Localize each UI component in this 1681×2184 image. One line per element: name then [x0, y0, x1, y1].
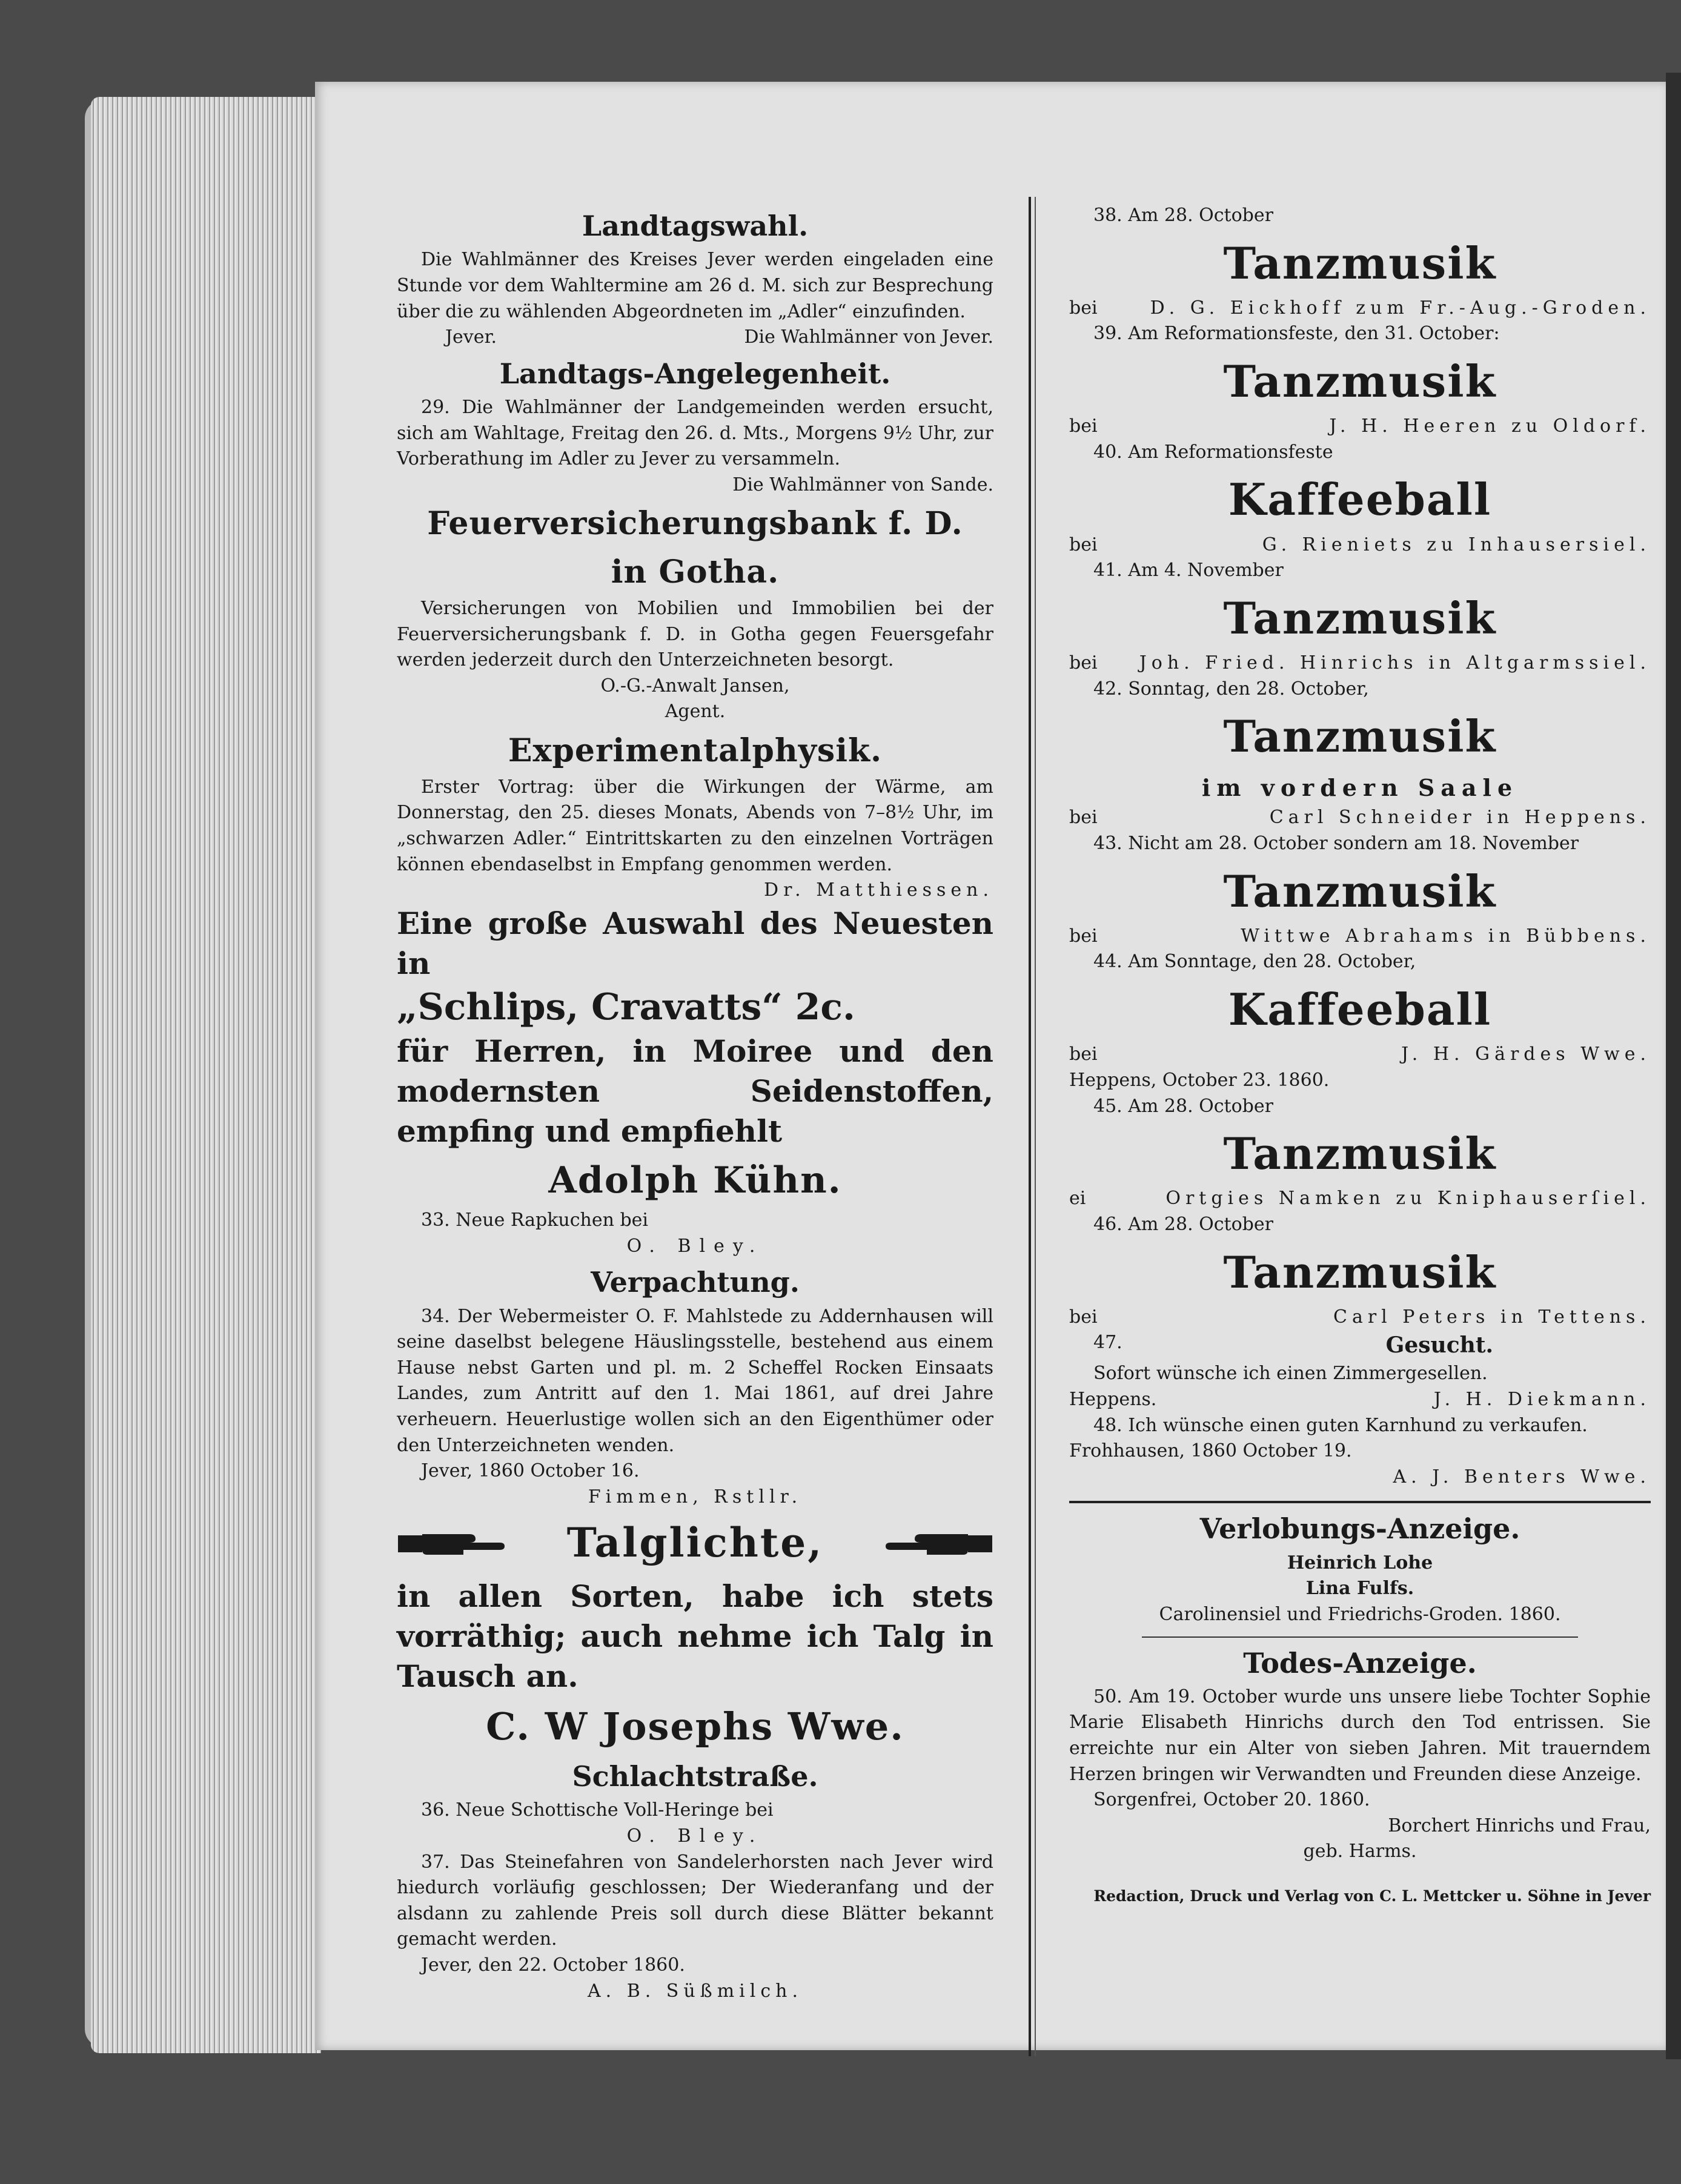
- dance-ad: [1069, 558, 1651, 676]
- physik-body: Erster Vortrag: über die Wirkungen der Wärme, am Donnerstag, den 25. dieses Monats, Abends von 7–8½ Uhr, im „schwarzen Adler.“ Eintrittskarten zu den einzelnen Vorträgen können ebendaselbst in Empfang genommen werden.: [397, 776, 993, 875]
- dance-ad-host: Joh. Fried. Hinrichs in Altgarmssiel.: [1139, 652, 1651, 674]
- angelegenheit-title: Landtags-Angelegenheit.: [499, 357, 891, 390]
- verlobung-name-2: Lina Fulfs.: [1305, 1578, 1414, 1600]
- dance-ad-intro: 42. Sonntag, den 28. October,: [1093, 678, 1369, 700]
- verlobung-title: Verlobungs-Anzeige.: [1199, 1512, 1520, 1546]
- angelegenheit-signature: Die Wahlmänner von Sande.: [732, 474, 993, 495]
- verlobung-name-1: Heinrich Lohe: [1287, 1552, 1433, 1573]
- dance-ad: [1069, 677, 1651, 831]
- column-divider: [1029, 197, 1031, 2056]
- right-column: [1069, 203, 1651, 1907]
- rapkuchen-signature: O. Bley.: [626, 1235, 764, 1257]
- pointing-hand-left-icon: [884, 1527, 993, 1560]
- dance-ad: [1069, 1212, 1651, 1330]
- dance-ad-bei: bei: [1069, 1044, 1098, 1065]
- dance-ad-host: G. Rieniets zu Inhausersiel.: [1262, 534, 1651, 555]
- dance-ad-host: D. G. Eickhoff zum Fr.-Aug.-Groden.: [1150, 297, 1651, 319]
- dance-ad-host-row: [1069, 296, 1651, 322]
- dance-ad-title: Tanzmusik: [1223, 1128, 1497, 1180]
- dance-ad-intro: 38. Am 28. October: [1093, 205, 1273, 226]
- dance-ad-title: Tanzmusik: [1223, 237, 1497, 289]
- dance-ad-bei: bei: [1069, 297, 1098, 319]
- column-divider-thin: [1035, 197, 1036, 2056]
- gesucht-signature: J. H. Diekmann.: [1433, 1389, 1651, 1411]
- heringe-signature: O. Bley.: [626, 1825, 764, 1847]
- schlips-name: Adolph Kühn.: [548, 1159, 842, 1202]
- dance-ad-intro: 41. Am 4. November: [1093, 560, 1284, 581]
- dance-ad-bei: bei: [1069, 1306, 1098, 1328]
- physik-title: Experimentalphysik.: [508, 732, 883, 769]
- dance-ad-host-row: [1069, 805, 1651, 831]
- gesucht-number: 47.: [1093, 1332, 1122, 1354]
- dance-ad: [1069, 203, 1651, 321]
- dance-ad-subtitle: im vordern Saale: [1201, 773, 1519, 801]
- landtagswahl-footer: [397, 325, 993, 351]
- dance-ad-host: Carl Schneider in Heppens.: [1269, 807, 1651, 829]
- verpachtung-body: 34. Der Webermeister O. F. Mahlstede zu Addernhausen will seine daselbst belegene Häuslingsstelle, bestehend aus einem Hause nebst Garten und pl. m. 2 Scheffel Rocken Einsaats Landes, zum Antritt auf den 1. Mai 1861, auf drei Jahre verheuern. Heuerlustige wollen sich an den Eigenthümer oder den Unterzeichneten wenden.: [397, 1305, 993, 1456]
- feuer-body: Versicherungen von Mobilien und Immobilien bei der Feuerversicherungsbank f. D. in Gotha gegen Feuersgefahr werden jederzeit durch den Unterzeichneten besorgt.: [397, 598, 993, 671]
- dance-ad: [1069, 440, 1651, 558]
- talglichte-heading: [397, 1515, 993, 1572]
- todes-title: Todes-Anzeige.: [1243, 1646, 1477, 1679]
- talglichte-body: in allen Sorten, habe ich stets vorräthig; auch nehme ich Talg in Tausch an.: [397, 1578, 993, 1695]
- dance-ad-host: J. H. Heeren zu Oldorf.: [1329, 415, 1651, 437]
- dance-ad-host: Wittwe Abrahams in Bübbens.: [1241, 925, 1651, 947]
- dance-ad-host-row: [1069, 1186, 1651, 1212]
- steinefahren-date: Jever, den 22. October 1860.: [421, 1954, 685, 1976]
- karnhund-body: 48. Ich wünsche einen guten Karnhund zu verkaufen.: [1093, 1414, 1588, 1436]
- karnhund-signature: A. J. Benters Wwe.: [1393, 1466, 1651, 1487]
- karnhund-date: Frohhausen, 1860 October 19.: [1069, 1440, 1352, 1462]
- todes-text: Am 19. October wurde uns unsere liebe Tochter Sophie Marie Elisabeth Hinrichs durch den Tod entrissen. Sie erreichte nur ein Alter von sieben Jahren. Mit trauerndem Herzen bringen wir Verwandten und Freunden diese Anzeige.: [1069, 1686, 1651, 1785]
- dance-ad: [1069, 1094, 1651, 1212]
- schlips-line-1: Eine große Auswahl des Neuesten in: [397, 905, 993, 981]
- dance-ad-host-row: [1069, 414, 1651, 440]
- feuer-title-2: in Gotha.: [611, 554, 780, 591]
- feuer-title-1: Feuerversicherungsbank f. D.: [427, 505, 963, 543]
- steinefahren-body: 37. Das Steinefahren von Sandelerhorsten nach Jever wird hiedurch vorläufig geschlossen; Der Wiederanfang und der alsdann zu zahlende Preis soll durch diese Blätter bekannt gemacht werden.: [397, 1851, 993, 1950]
- todes-number: 50.: [1093, 1686, 1122, 1707]
- dance-ad-intro: 43. Nicht am 28. October sondern am 18. November: [1093, 833, 1579, 855]
- feuer-signature-2: Agent.: [665, 701, 726, 723]
- dance-ad-title: Tanzmusik: [1223, 865, 1497, 917]
- dance-ad-intro: 39. Am Reformationsfeste, den 31. October:: [1093, 323, 1500, 345]
- dance-ad-title: Kaffeeball: [1228, 474, 1492, 526]
- dance-ad-bei: bei: [1069, 807, 1098, 829]
- dance-ad-intro: 46. Am 28. October: [1093, 1213, 1273, 1235]
- newspaper-page: [315, 82, 1666, 2050]
- dance-ad-intro: 44. Am Sonntage, den 28. October,: [1093, 951, 1416, 973]
- imprint: Redaction, Druck und Verlag von C. L. Mettcker u. Söhne in Jever: [1093, 1887, 1651, 1905]
- landtagswahl-signature: Die Wahlmänner von Jever.: [744, 326, 993, 348]
- dance-ad: [1069, 949, 1651, 1093]
- dance-ad-host-row: [1069, 924, 1651, 950]
- dance-ad-intro: 40. Am Reformationsfeste: [1093, 441, 1333, 463]
- todes-signature-2: geb. Harms.: [1303, 1841, 1417, 1862]
- gesucht-body: Sofort wünsche ich einen Zimmergesellen.: [1093, 1363, 1488, 1385]
- physik-signature: Dr. Matthiessen.: [764, 879, 993, 901]
- gesucht-heading: [1069, 1330, 1651, 1361]
- talglichte-street: Schlachtstraße.: [572, 1760, 818, 1793]
- dance-ad-host: J. H. Gärdes Wwe.: [1401, 1044, 1651, 1065]
- dance-ad-title: Tanzmusik: [1223, 1246, 1497, 1298]
- dance-ad-host-row: [1069, 1042, 1651, 1068]
- talglichte-name: C. W Josephs Wwe.: [486, 1704, 904, 1749]
- dance-ad-dateline: Heppens, October 23. 1860.: [1069, 1069, 1330, 1091]
- section-rule: [1069, 1501, 1651, 1503]
- dance-ad-host: Carl Peters in Tettens.: [1333, 1306, 1651, 1328]
- rapkuchen-body: 33. Neue Rapkuchen bei: [421, 1209, 649, 1231]
- dance-ad-bei: ei: [1069, 1188, 1086, 1209]
- pointing-hand-right-icon: [397, 1527, 506, 1560]
- angelegenheit-body: 29. Die Wahlmänner der Landgemeinden werden ersucht, sich am Wahltage, Freitag den 26. d. Mts., Morgens 9½ Uhr, zur Vorberathung im Adler zu Jever zu versammeln.: [397, 397, 993, 470]
- left-column: [397, 203, 993, 2004]
- dance-ad-title: Tanzmusik: [1223, 356, 1497, 408]
- verlobung-place: Carolinensiel und Friedrichs-Groden. 1860.: [1159, 1603, 1561, 1625]
- gesucht-place: Heppens.: [1069, 1389, 1157, 1411]
- dance-ad: [1069, 321, 1651, 439]
- todes-date: Sorgenfrei, October 20. 1860.: [1093, 1789, 1370, 1811]
- dance-ad-host-row: [1069, 532, 1651, 558]
- gesucht-footer: [1069, 1387, 1651, 1413]
- talglichte-title: Talglichte,: [566, 1519, 824, 1567]
- landtagswahl-place: Jever.: [445, 326, 497, 348]
- page-gutter-right: [1666, 73, 1681, 2059]
- schlips-line-2: „Schlips, Cravatts“ 2c.: [397, 985, 855, 1028]
- dance-ad: [1069, 831, 1651, 949]
- dance-ad-title: Tanzmusik: [1223, 710, 1497, 763]
- verpachtung-signature: Fimmen, Rstllr.: [588, 1486, 803, 1507]
- dance-ad-title: Kaffeeball: [1228, 984, 1492, 1036]
- verpachtung-title: Verpachtung.: [591, 1266, 800, 1299]
- verpachtung-date: Jever, 1860 October 16.: [421, 1460, 640, 1482]
- dance-ad-host: Ortgies Namken zu Kniphauserſiel.: [1165, 1188, 1651, 1209]
- dance-ad-intro: 45. Am 28. October: [1093, 1095, 1273, 1117]
- section-rule-thin: [1142, 1636, 1578, 1638]
- todes-body: [1069, 1684, 1651, 1787]
- dance-ad-bei: bei: [1069, 925, 1098, 947]
- dance-ad-host-row: [1069, 650, 1651, 677]
- heringe-body: 36. Neue Schottische Voll-Heringe bei: [421, 1799, 774, 1821]
- dance-ads-list: [1069, 203, 1651, 1330]
- schlips-line-3: für Herren, in Moiree und den modernsten Seidenstoffen, empfing und empfiehlt: [397, 1033, 993, 1149]
- dance-ad-bei: bei: [1069, 415, 1098, 437]
- book-page-edges: [91, 97, 321, 2053]
- landtagswahl-body: Die Wahlmänner des Kreises Jever werden eingeladen eine Stunde vor dem Wahltermine am 26 d. M. sich zur Besprechung über die zu wählenden Abgeordneten im „Adler“ einzufinden.: [397, 249, 993, 322]
- dance-ad-bei: bei: [1069, 652, 1098, 674]
- gesucht-title: Gesucht.: [1385, 1332, 1493, 1358]
- dance-ad-title: Tanzmusik: [1223, 592, 1497, 644]
- dance-ad-host-row: [1069, 1305, 1651, 1331]
- feuer-signature-1: O.-G.-Anwalt Jansen,: [600, 675, 790, 697]
- dance-ad-bei: bei: [1069, 534, 1098, 555]
- todes-signature-1: Borchert Hinrichs und Frau,: [1388, 1815, 1651, 1836]
- landtagswahl-title: Landtagswahl.: [582, 210, 809, 242]
- steinefahren-signature: A. B. Süßmilch.: [587, 1980, 803, 2002]
